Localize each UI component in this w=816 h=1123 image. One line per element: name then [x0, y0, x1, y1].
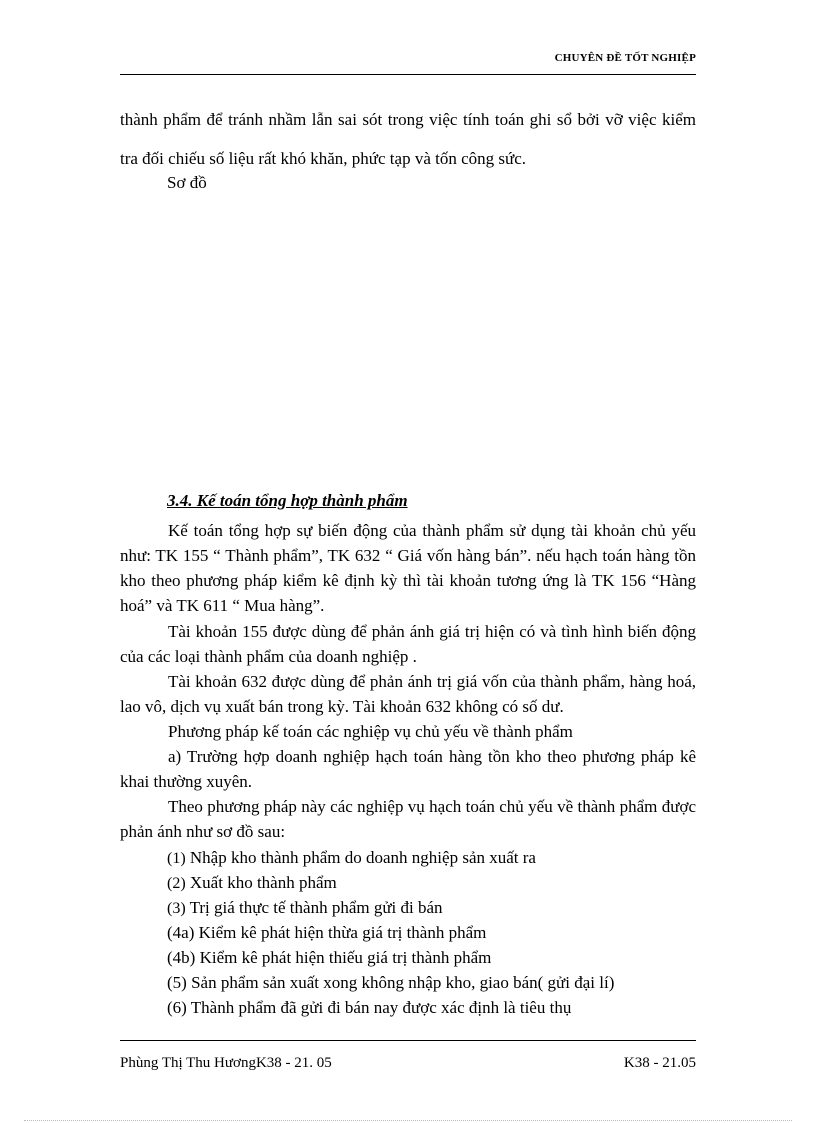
list-item-number: (4b): [167, 948, 196, 967]
header-rule: [120, 74, 696, 75]
list-item-text: Trị giá thực tế thành phẩm gửi đi bán: [189, 898, 443, 917]
footer-author: Phùng Thị Thu HươngK38 - 21. 05: [120, 1055, 332, 1071]
paragraph-tk632: Tài khoản 632 được dùng để phản ánh trị giá vốn của thành phẩm, hàng hoá, lao vô, dịch vụ xuất bán trong kỳ. Tài khoản 632 không có số dư.: [120, 672, 696, 716]
list-item: [167, 973, 614, 993]
list-item-text: Kiểm kê phát hiện thiếu giá trị thành phẩm: [199, 948, 492, 967]
footer-class-code: K38 - 21.05: [623, 1055, 696, 1071]
page-bottom-border: [24, 1120, 792, 1121]
footer-rule: [120, 1040, 696, 1041]
list-item: [167, 873, 337, 893]
list-item-number: (4a): [167, 923, 195, 942]
list-item: [167, 923, 486, 943]
list-item-number: (2): [167, 875, 186, 892]
list-item: [167, 848, 536, 868]
paragraph-tk155: Tài khoản 155 được dùng để phản ánh giá trị hiện có và tình hình biến động của các loại thành phẩm của doanh nghiệp .: [120, 622, 696, 666]
paragraph-case-a: a) Trường hợp doanh nghiệp hạch toán hàng tồn kho theo phương pháp kê khai thường xuyên.: [120, 747, 696, 791]
list-item-number: (3): [167, 900, 186, 917]
list-item: [167, 998, 571, 1018]
intro-paragraph: thành phẩm để tránh nhầm lẫn sai sót trong việc tính toán ghi sổ bởi vỡ việc kiểm tra đối chiếu số liệu rất khó khăn, phức tạp và tốn công sức.: [120, 110, 696, 168]
paragraph-method-title: Phương pháp kế toán các nghiệp vụ chủ yếu về thành phẩm: [168, 722, 573, 741]
paragraph-accounts-overview: Kế toán tổng hợp sự biến động của thành phẩm sử dụng tài khoản chủ yếu như: TK 155 “ Thành phẩm”, TK 632 “ Giá vốn hàng bán”. nếu hạch toán hàng tồn kho theo phương pháp kiểm kê định kỳ thì tài khoản tương ứng là TK 156 “Hàng hoá” và TK 611 “ Mua hàng”.: [120, 521, 696, 615]
list-item-text: Nhập kho thành phẩm do doanh nghiệp sản xuất ra: [189, 848, 536, 867]
section-heading: 3.4. Kế toán tổng hợp thành phẩm: [167, 491, 408, 510]
list-item-text: Sản phẩm sản xuất xong không nhập kho, giao bán( gửi đại lí): [191, 973, 615, 992]
list-item: [167, 898, 443, 918]
list-item: [167, 948, 491, 968]
list-item-text: Thành phẩm đã gửi đi bán nay được xác định là tiêu thụ: [190, 998, 572, 1017]
list-item-text: Xuất kho thành phẩm: [189, 873, 337, 892]
paragraph-method-detail: Theo phương pháp này các nghiệp vụ hạch toán chủ yếu về thành phẩm được phản ánh như sơ đồ sau:: [120, 797, 696, 841]
list-item-text: Kiểm kê phát hiện thừa giá trị thành phẩm: [198, 923, 487, 942]
list-item-number: (1): [167, 850, 186, 867]
running-header: CHUYÊN ĐỀ TỐT NGHIỆP: [554, 52, 696, 64]
diagram-label: Sơ đồ: [167, 173, 207, 192]
list-item-number: (5): [167, 973, 187, 992]
list-item-number: (6): [167, 998, 187, 1017]
